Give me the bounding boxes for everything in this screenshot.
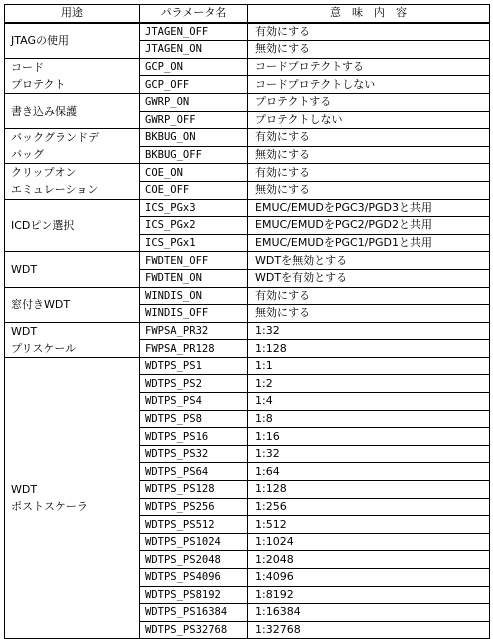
param-cell: WDTPS_PS128 <box>140 481 248 499</box>
usage-cell: WDT プリスケール <box>5 322 140 357</box>
param-cell: WDTPS_PS2048 <box>140 551 248 569</box>
param-cell: FWDTEN_OFF <box>140 252 248 270</box>
table-row <box>5 357 490 375</box>
param-cell: WDTPS_PS32768 <box>140 621 248 639</box>
table-row <box>5 252 490 270</box>
meaning-cell: 有効にする <box>248 129 490 147</box>
param-cell: WDTPS_PS32 <box>140 445 248 463</box>
meaning-cell: 1:256 <box>248 498 490 516</box>
usage-cell: 書き込み保護 <box>5 93 140 128</box>
param-cell: JTAGEN_OFF <box>140 23 248 41</box>
meaning-cell: 1:1024 <box>248 533 490 551</box>
param-cell: FWPSA_PR128 <box>140 340 248 358</box>
meaning-cell: EMUC/EMUDをPGC2/PGD2と共用 <box>248 217 490 235</box>
param-cell: WINDIS_OFF <box>140 305 248 323</box>
meaning-cell: EMUC/EMUDをPGC1/PGD1と共用 <box>248 234 490 252</box>
param-cell: WDTPS_PS4 <box>140 393 248 411</box>
meaning-cell: 1:512 <box>248 516 490 534</box>
usage-cell: ICDピン選択 <box>5 199 140 252</box>
header-row <box>5 5 490 23</box>
param-cell: ICS_PGx1 <box>140 234 248 252</box>
meaning-cell: 1:2 <box>248 375 490 393</box>
header-param: パラメータ名 <box>140 5 248 23</box>
meaning-cell: 1:1 <box>248 357 490 375</box>
param-cell: BKBUG_ON <box>140 129 248 147</box>
config-bits-table <box>4 4 490 639</box>
param-cell: COE_ON <box>140 164 248 182</box>
usage-cell: バックグランドデ バッグ <box>5 129 140 164</box>
meaning-cell: 1:16 <box>248 428 490 446</box>
param-cell: ICS_PGx2 <box>140 217 248 235</box>
param-cell: GCP_ON <box>140 58 248 76</box>
meaning-cell: プロテクトする <box>248 93 490 111</box>
meaning-cell: 無効にする <box>248 305 490 323</box>
param-cell: WDTPS_PS4096 <box>140 569 248 587</box>
param-cell: GWRP_ON <box>140 93 248 111</box>
meaning-cell: 1:128 <box>248 340 490 358</box>
meaning-cell: 1:16384 <box>248 604 490 622</box>
param-cell: WDTPS_PS8 <box>140 410 248 428</box>
meaning-cell: 1:128 <box>248 481 490 499</box>
param-cell: FWDTEN_ON <box>140 269 248 287</box>
meaning-cell: 1:4096 <box>248 569 490 587</box>
meaning-cell: WDTを無効とする <box>248 252 490 270</box>
table-row <box>5 58 490 76</box>
meaning-cell: EMUC/EMUDをPGC3/PGD3と共用 <box>248 199 490 217</box>
usage-cell: クリップオン エミュレーション <box>5 164 140 199</box>
meaning-cell: 1:8192 <box>248 586 490 604</box>
param-cell: FWPSA_PR32 <box>140 322 248 340</box>
param-cell: WINDIS_ON <box>140 287 248 305</box>
param-cell: WDTPS_PS16 <box>140 428 248 446</box>
meaning-cell: 1:2048 <box>248 551 490 569</box>
param-cell: WDTPS_PS8192 <box>140 586 248 604</box>
meaning-cell: コードプロテクトする <box>248 58 490 76</box>
usage-cell: 窓付きWDT <box>5 287 140 322</box>
meaning-cell: WDTを有効とする <box>248 269 490 287</box>
header-usage: 用途 <box>5 5 140 23</box>
table-row <box>5 23 490 41</box>
usage-cell: WDT <box>5 252 140 287</box>
param-cell: WDTPS_PS1024 <box>140 533 248 551</box>
meaning-cell: 1:32768 <box>248 621 490 639</box>
param-cell: WDTPS_PS16384 <box>140 604 248 622</box>
table-row <box>5 199 490 217</box>
meaning-cell: 1:32 <box>248 445 490 463</box>
meaning-cell: 1:8 <box>248 410 490 428</box>
table-row <box>5 322 490 340</box>
meaning-cell: 有効にする <box>248 164 490 182</box>
param-cell: WDTPS_PS1 <box>140 357 248 375</box>
table-body <box>5 23 490 639</box>
param-cell: WDTPS_PS512 <box>140 516 248 534</box>
meaning-cell: 1:4 <box>248 393 490 411</box>
param-cell: WDTPS_PS64 <box>140 463 248 481</box>
param-cell: JTAGEN_ON <box>140 41 248 59</box>
meaning-cell: 1:64 <box>248 463 490 481</box>
meaning-cell: 有効にする <box>248 287 490 305</box>
param-cell: GWRP_OFF <box>140 111 248 129</box>
param-cell: WDTPS_PS2 <box>140 375 248 393</box>
header-meaning: 意 味 内 容 <box>248 5 490 23</box>
table-header <box>5 5 490 23</box>
usage-cell: WDT ポストスケーラ <box>5 357 140 639</box>
table-row <box>5 129 490 147</box>
table-row <box>5 93 490 111</box>
meaning-cell: 無効にする <box>248 181 490 199</box>
param-cell: ICS_PGx3 <box>140 199 248 217</box>
meaning-cell: コードプロテクトしない <box>248 76 490 94</box>
usage-cell: コード プロテクト <box>5 58 140 93</box>
param-cell: WDTPS_PS256 <box>140 498 248 516</box>
param-cell: BKBUG_OFF <box>140 146 248 164</box>
param-cell: COE_OFF <box>140 181 248 199</box>
meaning-cell: 1:32 <box>248 322 490 340</box>
meaning-cell: 無効にする <box>248 41 490 59</box>
usage-cell: JTAGの使用 <box>5 23 140 59</box>
meaning-cell: プロテクトしない <box>248 111 490 129</box>
table-row <box>5 287 490 305</box>
table-row <box>5 164 490 182</box>
meaning-cell: 有効にする <box>248 23 490 41</box>
meaning-cell: 無効にする <box>248 146 490 164</box>
param-cell: GCP_OFF <box>140 76 248 94</box>
